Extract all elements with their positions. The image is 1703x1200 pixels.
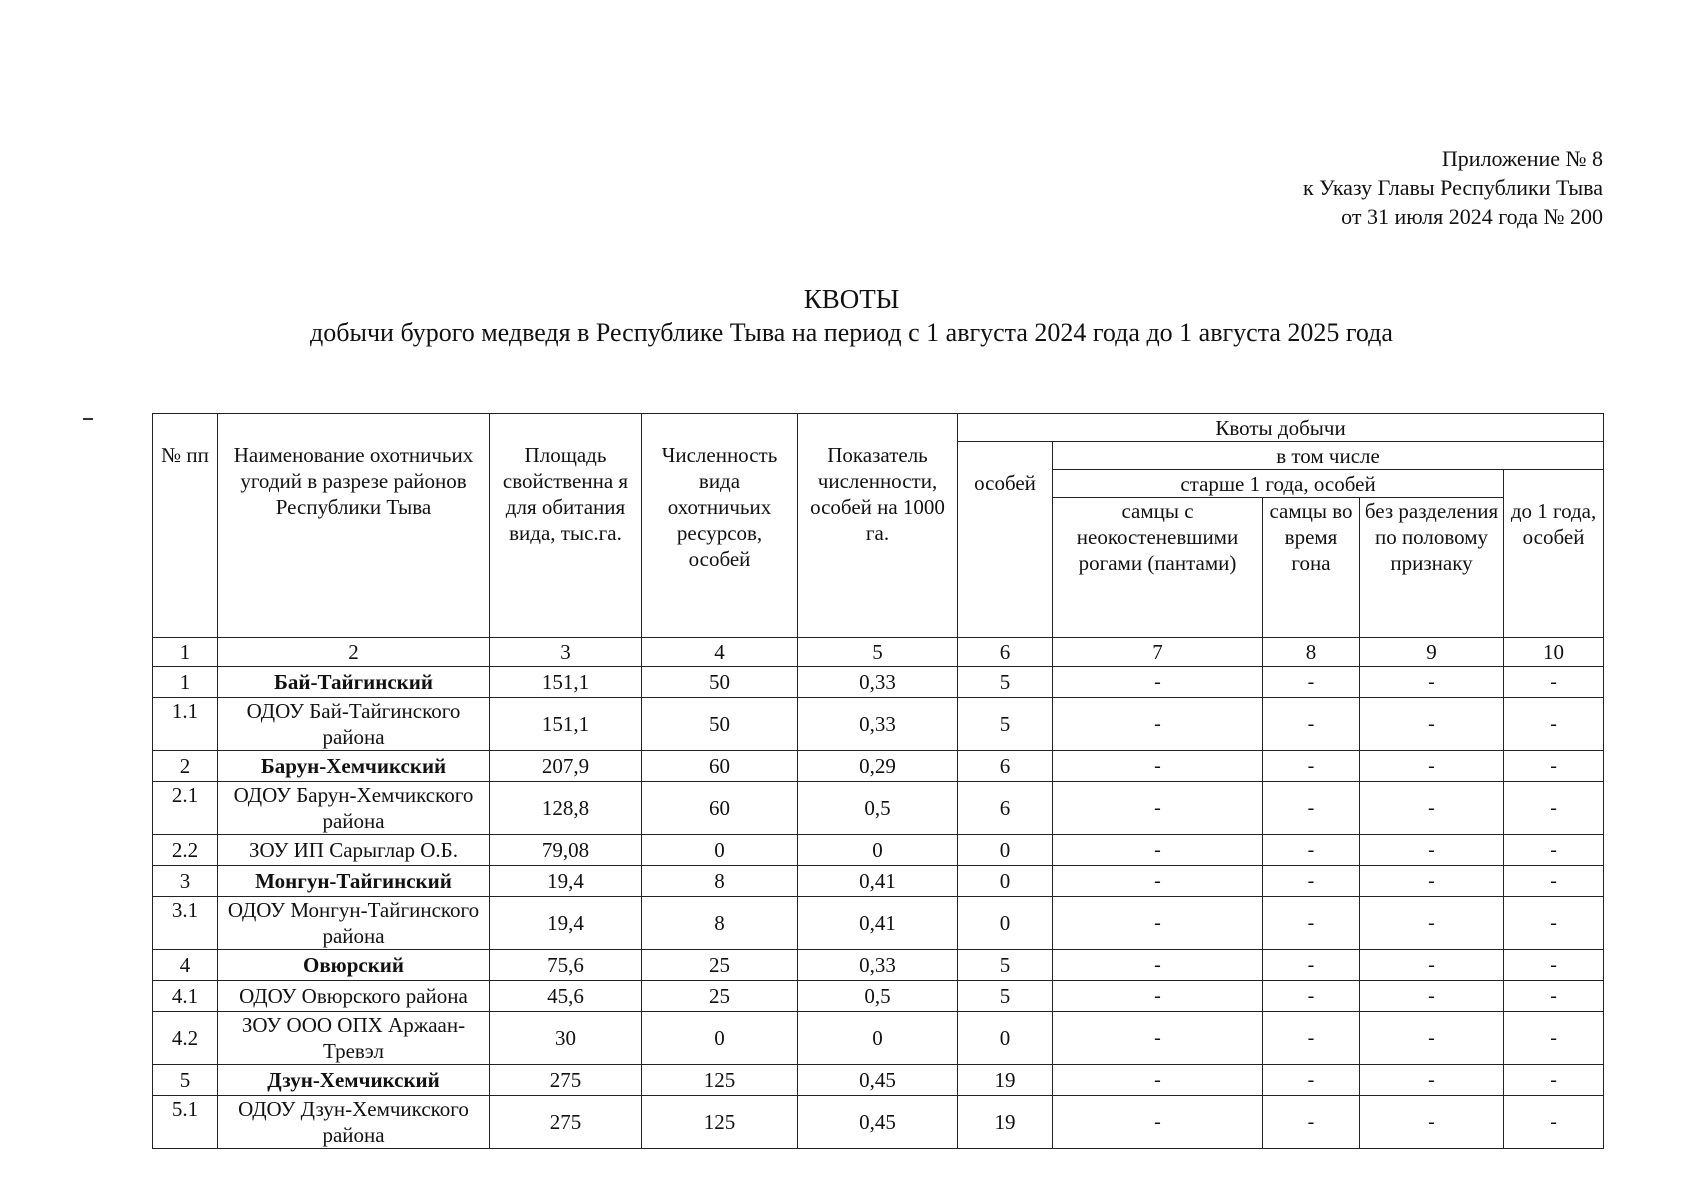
row-population: 60 (642, 782, 798, 835)
row-under1: - (1504, 835, 1604, 866)
row-males-rut: - (1263, 950, 1360, 981)
row-no-sex: - (1360, 698, 1504, 751)
appendix-line-2: к Указу Главы Республики Тыва (1302, 175, 1603, 200)
appendix-note (1303, 144, 1603, 231)
row-indicator: 0,5 (798, 981, 958, 1012)
row-num: 3 (153, 866, 218, 897)
scan-mark (83, 418, 93, 420)
col-number: 8 (1263, 638, 1360, 667)
row-name: Бай-Тайгинский (218, 667, 490, 698)
row-num: 3.1 (153, 897, 218, 950)
row-under1: - (1504, 866, 1604, 897)
col-number: 10 (1504, 638, 1604, 667)
row-name: ОДОУ Дзун-Хемчикского района (218, 1096, 490, 1149)
table-row (153, 897, 1604, 950)
row-population: 0 (642, 1012, 798, 1065)
row-name: Овюрский (218, 950, 490, 981)
table-row (153, 1096, 1604, 1149)
row-males-rut: - (1263, 667, 1360, 698)
col-number: 1 (153, 638, 218, 667)
header-under1: до 1 года, особей (1504, 470, 1604, 638)
row-quota: 19 (958, 1065, 1053, 1096)
row-num: 4 (153, 950, 218, 981)
header-num: № пп (153, 414, 218, 638)
row-no-sex: - (1360, 667, 1504, 698)
row-males-rut: - (1263, 1065, 1360, 1096)
row-quota: 5 (958, 981, 1053, 1012)
row-area: 151,1 (490, 667, 642, 698)
row-area: 128,8 (490, 782, 642, 835)
row-indicator: 0,41 (798, 866, 958, 897)
col-number: 4 (642, 638, 798, 667)
title-main: КВОТЫ (803, 284, 900, 314)
row-name: ЗОУ ИП Сарыглар О.Б. (218, 835, 490, 866)
row-population: 125 (642, 1065, 798, 1096)
header-area: Площадь свойственна я для обитания вида, тыс.га. (490, 414, 642, 638)
row-no-sex: - (1360, 751, 1504, 782)
row-area: 151,1 (490, 698, 642, 751)
col-number: 2 (218, 638, 490, 667)
row-males-antlers: - (1053, 835, 1263, 866)
row-num: 4.1 (153, 981, 218, 1012)
row-population: 50 (642, 698, 798, 751)
row-quota: 5 (958, 698, 1053, 751)
row-males-antlers: - (1053, 782, 1263, 835)
col-number: 9 (1360, 638, 1504, 667)
row-males-rut: - (1263, 897, 1360, 950)
row-area: 30 (490, 1012, 642, 1065)
row-indicator: 0 (798, 1012, 958, 1065)
row-males-antlers: - (1053, 981, 1263, 1012)
row-area: 275 (490, 1065, 642, 1096)
row-indicator: 0,33 (798, 667, 958, 698)
row-under1: - (1504, 1065, 1604, 1096)
row-num: 2.1 (153, 782, 218, 835)
row-no-sex: - (1360, 1096, 1504, 1149)
row-name: ОДОУ Овюрского района (218, 981, 490, 1012)
row-area: 207,9 (490, 751, 642, 782)
header-males-antlers: самцы с неокостеневшими рогами (пантами) (1053, 498, 1263, 638)
row-name: ОДОУ Барун-Хемчикского района (218, 782, 490, 835)
row-males-antlers: - (1053, 667, 1263, 698)
col-number: 3 (490, 638, 642, 667)
row-indicator: 0,33 (798, 950, 958, 981)
row-under1: - (1504, 1096, 1604, 1149)
table-row (153, 835, 1604, 866)
header-population: Численность вида охотничьих ресурсов, особей (642, 414, 798, 638)
row-no-sex: - (1360, 1065, 1504, 1096)
row-quota: 6 (958, 782, 1053, 835)
header-name: Наименование охотничьих угодий в разрезе районов Республики Тыва (218, 414, 490, 638)
row-under1: - (1504, 950, 1604, 981)
row-quota: 0 (958, 835, 1053, 866)
row-under1: - (1504, 981, 1604, 1012)
header-individuals: особей (958, 442, 1053, 638)
row-population: 8 (642, 866, 798, 897)
row-males-rut: - (1263, 698, 1360, 751)
row-quota: 5 (958, 950, 1053, 981)
table-row (153, 667, 1604, 698)
row-males-rut: - (1263, 1096, 1360, 1149)
row-no-sex: - (1360, 1012, 1504, 1065)
row-males-rut: - (1263, 1012, 1360, 1065)
row-num: 2 (153, 751, 218, 782)
row-name: Барун-Хемчикский (218, 751, 490, 782)
row-no-sex: - (1360, 950, 1504, 981)
row-under1: - (1504, 1012, 1604, 1065)
row-indicator: 0,45 (798, 1065, 958, 1096)
row-num: 1 (153, 667, 218, 698)
row-num: 2.2 (153, 835, 218, 866)
row-indicator: 0,45 (798, 1096, 958, 1149)
row-males-antlers: - (1053, 950, 1263, 981)
row-area: 45,6 (490, 981, 642, 1012)
row-no-sex: - (1360, 782, 1504, 835)
row-indicator: 0,41 (798, 897, 958, 950)
table-row (153, 981, 1604, 1012)
header-older: старше 1 года, особей (1053, 470, 1504, 498)
row-area: 19,4 (490, 866, 642, 897)
document-title (0, 282, 1703, 350)
row-num: 5 (153, 1065, 218, 1096)
row-num: 4.2 (153, 1012, 218, 1065)
row-males-antlers: - (1053, 1012, 1263, 1065)
row-area: 79,08 (490, 835, 642, 866)
row-under1: - (1504, 897, 1604, 950)
quota-table (152, 413, 1604, 1149)
table-row (153, 698, 1604, 751)
appendix-line-3: от 31 июля 2024 года № 200 (1341, 204, 1603, 229)
header-quota-group: Квоты добычи (958, 414, 1604, 442)
row-males-antlers: - (1053, 751, 1263, 782)
row-males-antlers: - (1053, 1096, 1263, 1149)
header-no-sex: без разделения по половому признаку (1360, 498, 1504, 638)
table-row (153, 751, 1604, 782)
row-name: Дзун-Хемчикский (218, 1065, 490, 1096)
row-males-antlers: - (1053, 866, 1263, 897)
row-quota: 19 (958, 1096, 1053, 1149)
table-row (153, 866, 1604, 897)
header-including: в том числе (1053, 442, 1604, 470)
row-population: 125 (642, 1096, 798, 1149)
row-name: ЗОУ ООО ОПХ Аржаан-Тревэл (218, 1012, 490, 1065)
row-population: 25 (642, 950, 798, 981)
row-num: 1.1 (153, 698, 218, 751)
row-name: ОДОУ Монгун-Тайгинского района (218, 897, 490, 950)
header-indicator: Показатель численности, особей на 1000 га. (798, 414, 958, 638)
row-population: 60 (642, 751, 798, 782)
col-number: 6 (958, 638, 1053, 667)
header-males-rut: самцы во время гона (1263, 498, 1360, 638)
row-area: 75,6 (490, 950, 642, 981)
row-under1: - (1504, 751, 1604, 782)
row-population: 25 (642, 981, 798, 1012)
row-males-rut: - (1263, 981, 1360, 1012)
row-males-rut: - (1263, 835, 1360, 866)
row-name: Монгун-Тайгинский (218, 866, 490, 897)
title-subtitle: добычи бурого медведя в Республике Тыва на период с 1 августа 2024 года до 1 августа 2025 года (310, 318, 1393, 347)
row-under1: - (1504, 698, 1604, 751)
row-indicator: 0,5 (798, 782, 958, 835)
row-quota: 6 (958, 751, 1053, 782)
row-quota: 0 (958, 866, 1053, 897)
row-indicator: 0,33 (798, 698, 958, 751)
row-population: 0 (642, 835, 798, 866)
row-no-sex: - (1360, 897, 1504, 950)
row-no-sex: - (1360, 981, 1504, 1012)
appendix-line-1: Приложение № 8 (1441, 146, 1603, 171)
row-num: 5.1 (153, 1096, 218, 1149)
row-under1: - (1504, 782, 1604, 835)
table-row (153, 1012, 1604, 1065)
row-population: 50 (642, 667, 798, 698)
row-males-rut: - (1263, 782, 1360, 835)
table-row (153, 1065, 1604, 1096)
row-males-rut: - (1263, 866, 1360, 897)
row-no-sex: - (1360, 835, 1504, 866)
row-quota: 5 (958, 667, 1053, 698)
row-under1: - (1504, 667, 1604, 698)
row-name: ОДОУ Бай-Тайгинского района (218, 698, 490, 751)
row-males-rut: - (1263, 751, 1360, 782)
row-males-antlers: - (1053, 897, 1263, 950)
col-number: 7 (1053, 638, 1263, 667)
row-area: 19,4 (490, 897, 642, 950)
row-population: 8 (642, 897, 798, 950)
row-quota: 0 (958, 1012, 1053, 1065)
table-row (153, 950, 1604, 981)
row-males-antlers: - (1053, 1065, 1263, 1096)
table-row (153, 782, 1604, 835)
row-area: 275 (490, 1096, 642, 1149)
col-number: 5 (798, 638, 958, 667)
row-no-sex: - (1360, 866, 1504, 897)
row-indicator: 0 (798, 835, 958, 866)
row-indicator: 0,29 (798, 751, 958, 782)
column-numbers-row (153, 638, 1604, 667)
row-quota: 0 (958, 897, 1053, 950)
row-males-antlers: - (1053, 698, 1263, 751)
